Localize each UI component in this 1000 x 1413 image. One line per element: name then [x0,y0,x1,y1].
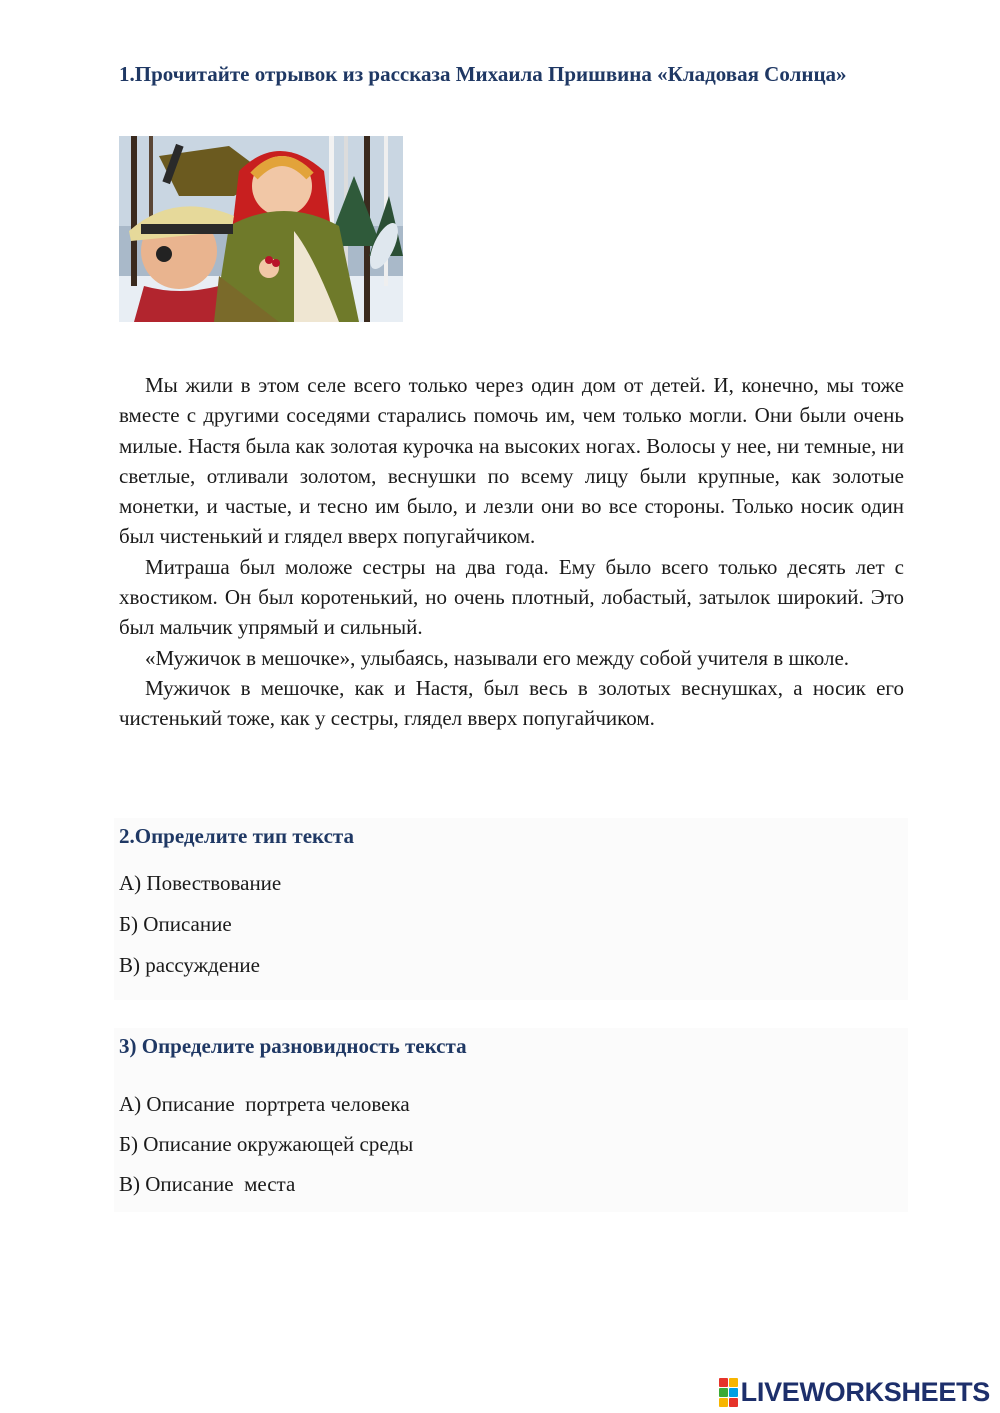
question-2-option-c[interactable]: В) рассуждение [119,953,260,977]
logo-tile [719,1398,728,1407]
logo-tile [719,1388,728,1397]
passage-paragraph: «Мужичок в мешочке», улыбаясь, называли его между собой учителя в школе. [145,645,850,670]
passage-paragraph: Митраша был моложе сестры на два года. Ему было всего только десять лет с хвостиком. Он был коротенький, но очень плотный, лобастый, затылок широкий. Это был мальчик упрямый и сильный. [119,554,904,640]
story-illustration [119,136,403,322]
question-2-title: 2.Определите тип текста [119,824,354,848]
logo-tile [729,1398,738,1407]
question-2-option-b[interactable]: Б) Описание [119,912,232,936]
question-3-option-c[interactable]: В) Описание места [119,1172,296,1196]
liveworksheets-logo [719,1377,990,1408]
liveworksheets-wordmark: LIVEWORKSHEETS [740,1377,990,1407]
question-3-option-a[interactable]: А) Описание портрета человека [119,1092,410,1116]
question-2-option-a[interactable]: А) Повествование [119,871,282,895]
question-3-title: 3) Определите разновидность текста [119,1034,467,1058]
question-1-title: 1.Прочитайте отрывок из рассказа Михаила Пришвина «Кладовая Солнца» [119,62,847,86]
story-passage [119,370,904,734]
logo-tile [719,1378,728,1387]
logo-tile [729,1388,738,1397]
question-3-option-b[interactable]: Б) Описание окружающей среды [119,1132,414,1156]
liveworksheets-icon [719,1378,738,1407]
passage-paragraph: Мы жили в этом селе всего только через один дом от детей. И, конечно, мы тоже вместе с другими соседями старались помочь им, чем только могли. Они были очень милые. Настя была как золотая курочка на высоких ногах. Волосы у нее, ни темные, ни светлые, отливали золотом, веснушки по всему лицу были крупные, как золотые монетки, и частые, и тесно им было, и лезли они во все стороны. Только носик один был чистенький и глядел вверх попугайчиком. [119,373,904,549]
passage-paragraph: Мужичок в мешочке, как и Настя, был весь в золотых веснушках, а носик его чистенький тоже, как у сестры, глядел вверх попугайчиком. [119,675,904,731]
logo-tile [729,1378,738,1387]
